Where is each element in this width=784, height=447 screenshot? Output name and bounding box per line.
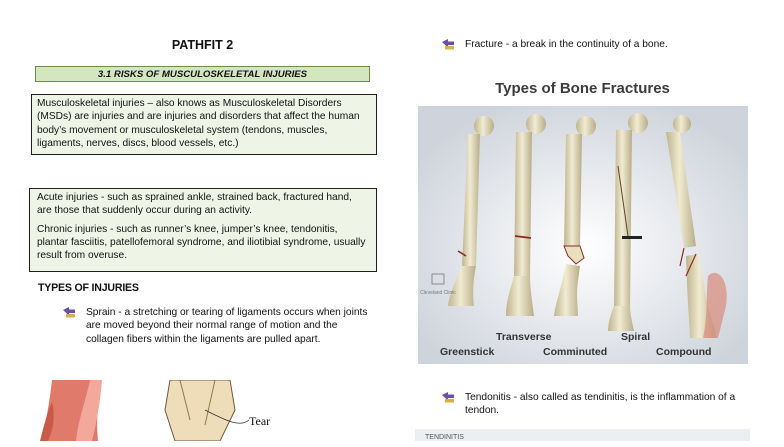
label-transverse: Transverse — [496, 331, 552, 343]
fracture-bullet — [441, 38, 761, 51]
tendonitis-bullet — [441, 391, 741, 418]
label-spiral: Spiral — [621, 331, 651, 343]
acute-chronic-box — [29, 188, 377, 272]
figure-title: Types of Bone Fractures — [495, 80, 670, 97]
label-compound: Compound — [656, 346, 712, 358]
section-subtitle: 3.1 RISKS OF MUSCULOSKELETAL INJURIES — [35, 66, 370, 82]
page-title: PATHFIT 2 — [171, 38, 234, 52]
tendonitis-text: Tendonitis - also called as tendinitis, is the inflammation of a tendon. — [465, 392, 736, 417]
tendinitis-image-strip: TENDINITIS — [415, 429, 750, 441]
tear-label: Tear — [249, 414, 271, 428]
chronic-text: Chronic injuries - such as runner’s knee, jumper’s knee, tendonitis, plantar fasciitis, patellofemoral syndrome, and iliotibial syndrome, usually result from overuse. — [37, 223, 366, 262]
fracture-text: Fracture - a break in the continuity of a bone. — [465, 39, 668, 50]
types-heading: TYPES OF INJURIES — [38, 282, 139, 294]
sprain-illustration — [30, 380, 320, 441]
sprain-text: Sprain - a stretching or tearing of ligaments occurs when joints are moved beyond their normal range of motion and the collagen fibers within the ligaments are pulled apart. — [86, 307, 368, 345]
acute-text: Acute injuries - such as sprained ankle, strained back, fractured hand, are those that suddenly occur during an activity. — [37, 192, 352, 217]
label-greenstick: Greenstick — [440, 346, 495, 358]
arrow-bullet-icon — [62, 307, 76, 319]
sprain-bullet — [62, 306, 374, 346]
arrow-bullet-icon — [441, 392, 455, 404]
arrow-bullet-icon — [441, 39, 455, 51]
label-comminuted: Comminuted — [543, 346, 608, 358]
bone-fractures-figure — [418, 106, 748, 364]
definition-box: Musculoskeletal injuries – also knows as Musculoskeletal Disorders (MSDs) are injuries and are injuries and disorders that affect the human body’s movement or musculoskeletal system (tendons, muscles, ligaments, nerves, discs, blood vessels, etc.) — [31, 94, 377, 155]
watermark-text: Cleveland Clinic — [420, 290, 456, 296]
